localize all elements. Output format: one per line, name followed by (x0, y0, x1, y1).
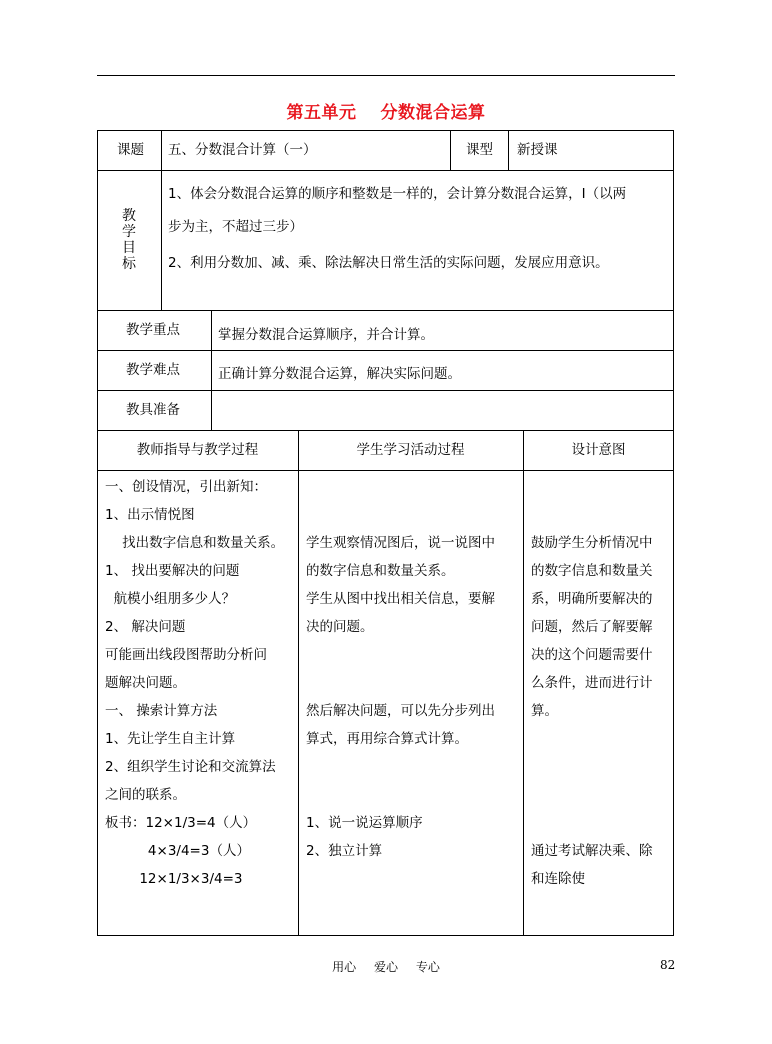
page-title (0, 98, 772, 123)
difficulty-label: 教学难点 (126, 362, 180, 378)
footer-word: 爱心 (373, 960, 398, 974)
student-line: 学生从图中找出相关信息，要解 (306, 591, 495, 607)
design-line (531, 473, 653, 501)
teacher-line: 2、 解决问题 (105, 619, 186, 635)
student-line: 然后解决问题，可以先分步列出 (306, 703, 495, 719)
teacher-line: 4×3/4=3（人） (105, 843, 250, 859)
title-unit: 第五单元 (286, 103, 357, 123)
info-col-divider (450, 130, 451, 170)
design-line: 决的这个问题需要什 (531, 647, 653, 663)
design-line (531, 753, 653, 781)
teacher-line: 1、 找出要解决的问题 (105, 563, 240, 579)
design-line: 通过考试解决乘、除 (531, 843, 653, 859)
teacher-line: 一、创设情况，引出新知： (105, 479, 267, 495)
info-row-divider (97, 390, 674, 391)
student-line: 决的问题。 (306, 619, 374, 635)
process-col-divider (523, 430, 524, 936)
student-line: 的数字信息和数量关系。 (306, 563, 455, 579)
student-column-header: 学生学习活动过程 (356, 442, 465, 458)
design-column-header: 设计意图 (571, 442, 626, 458)
process-col-divider (298, 430, 299, 936)
title-topic: 分数混合运算 (380, 103, 486, 123)
teacher-line: 找出数字信息和数量关系。 (105, 535, 285, 551)
teacher-line: 一、 操索计算方法 (105, 703, 218, 719)
type-label: 课型 (466, 142, 493, 158)
key-label: 教学重点 (126, 322, 180, 338)
teacher-line: 1、出示情悦图 (105, 507, 195, 523)
design-line: 鼓励学生分析情况中 (531, 535, 653, 551)
info-table (97, 130, 674, 431)
student-line (306, 669, 495, 697)
design-line (531, 501, 653, 529)
student-line: 2、独立计算 (306, 843, 383, 859)
objectives-label: 教学目标 (122, 208, 136, 272)
key-value: 掌握分数混合运算顺序，并合计算。 (218, 327, 434, 343)
design-line: 问题，然后了解要解 (531, 619, 653, 635)
student-line: 算式，再用综合算式计算。 (306, 731, 468, 747)
student-line (306, 641, 495, 669)
student-line (306, 473, 495, 501)
info-row-divider (97, 350, 674, 351)
page-footer (0, 958, 772, 975)
design-intent (531, 473, 653, 893)
objective-line: 2、利用分数加、减、乘、除法解决日常生活的实际问题，发展应用意识。 (168, 255, 609, 271)
objective-line: 步为主，不超过三步） (168, 219, 303, 235)
objective-line: 1、体会分数混合运算的顺序和整数是一样的，会计算分数混合运算，I（以两 (168, 186, 627, 202)
difficulty-value: 正确计算分数混合运算，解决实际问题。 (218, 366, 461, 382)
topic-label: 课题 (117, 142, 144, 158)
info-col-divider (161, 130, 162, 310)
topic-value: 五、分数混合计算（一） (168, 142, 317, 158)
student-line: 1、说一说运算顺序 (306, 815, 423, 831)
student-line: 学生观察情况图后，说一说图中 (306, 535, 495, 551)
info-row-divider (97, 170, 674, 171)
info-row-divider (97, 310, 674, 311)
teacher-column-header: 教师指导与教学过程 (136, 442, 259, 458)
design-line: 和连除使 (531, 871, 585, 887)
footer-word: 专心 (415, 960, 440, 974)
design-line: 算。 (531, 703, 558, 719)
design-line (531, 809, 653, 837)
student-line (306, 781, 495, 809)
page-number: 82 (660, 958, 676, 972)
teacher-line: 12×1/3×3/4=3 (105, 871, 243, 887)
teacher-line: 可能画出线段图帮助分析问 (105, 647, 267, 663)
teacher-line: 1、先让学生自主计算 (105, 731, 236, 747)
teacher-line: 航模小组朋多少人？ (105, 591, 236, 607)
info-col-divider (211, 310, 212, 430)
type-value: 新授课 (517, 142, 558, 158)
design-line (531, 781, 653, 809)
teacher-line: 题解决问题。 (105, 675, 186, 691)
teacher-line: 2、组织学生讨论和交流算法 (105, 759, 276, 775)
teacher-process (105, 473, 284, 893)
tools-label: 教具准备 (126, 402, 180, 418)
student-line (306, 501, 495, 529)
footer-word: 用心 (332, 960, 357, 974)
info-col-divider (508, 130, 509, 170)
teacher-line: 之间的联系。 (105, 787, 186, 803)
teacher-line: 板书：12×1/3=4（人） (105, 815, 257, 831)
process-header-divider (97, 470, 674, 471)
student-process (306, 473, 495, 865)
design-line: 么条件，进而进行计 (531, 675, 653, 691)
header-rule (97, 75, 675, 76)
design-line: 系，明确所要解决的 (531, 591, 653, 607)
student-line (306, 753, 495, 781)
design-line: 的数字信息和数量关 (531, 563, 653, 579)
design-line (531, 725, 653, 753)
